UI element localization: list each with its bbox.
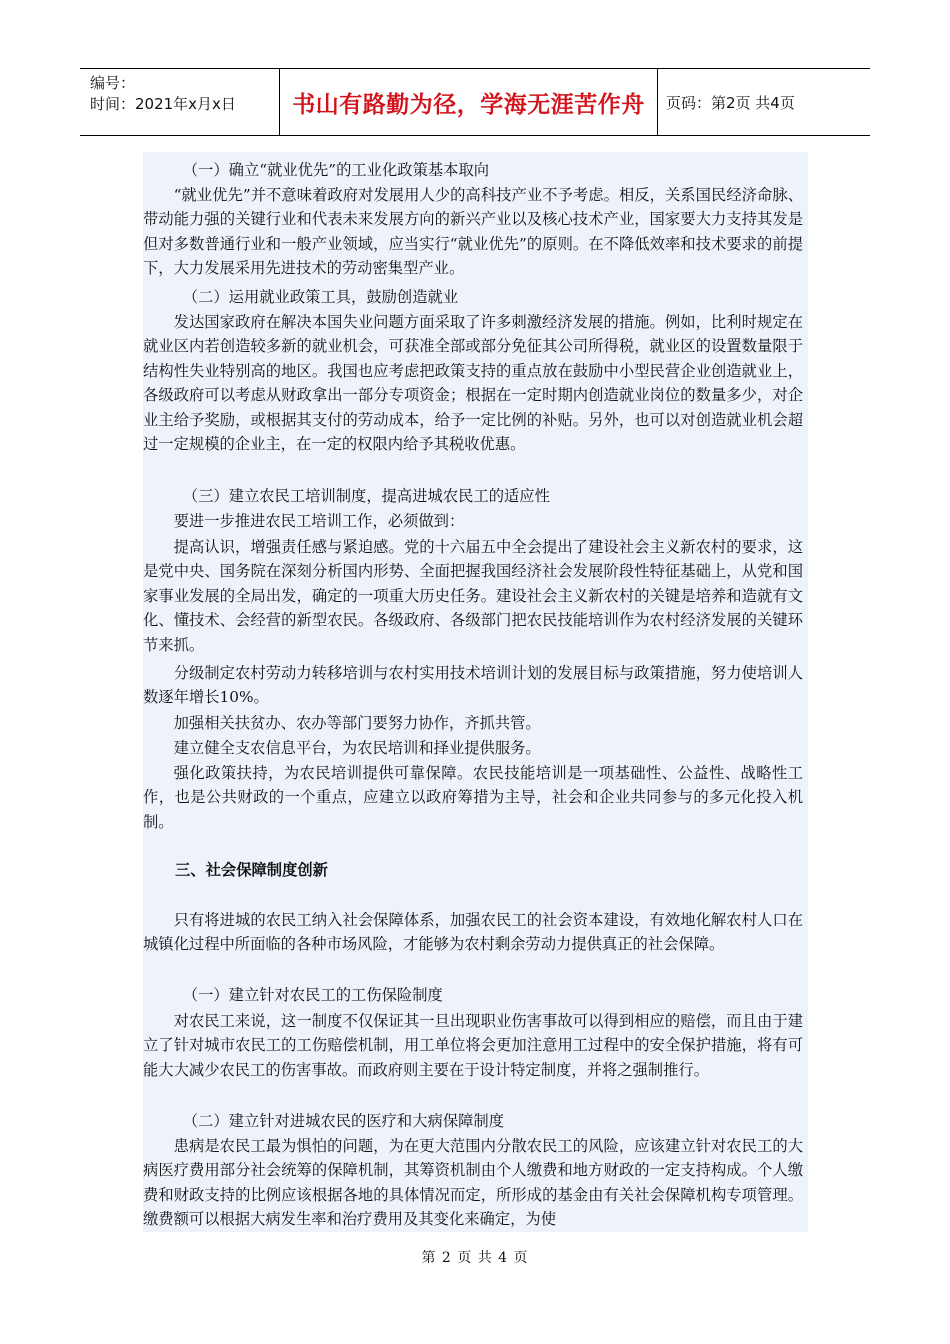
subheading-injury-insurance: （一）建立针对农民工的工伤保险制度 (182, 986, 443, 1004)
paragraph: 分级制定农村劳动力转移培训与农村实用技术培训计划的发展目标与政策措施，努力使培训人数逐年增长10%。 (143, 664, 803, 707)
page-footer: 第 2 页 共 4 页 (421, 1250, 529, 1266)
paragraph: 建立健全支农信息平台，为农民培训和择业提供服务。 (173, 739, 541, 757)
page-header (80, 68, 870, 136)
document-number-label: 编号： (90, 74, 136, 92)
paragraph: 对农民工来说，这一制度不仅保证其一旦出现职业伤害事故可以得到相应的赔偿，而且由于建立了针对城市农民工的工伤赔偿机制，用工单位将会更加注意用工过程中的安全保护措施，将有可能大大减少农民工的伤害事故。而政府则主要在于设计特定制度，并将之强制推行。 (143, 1012, 803, 1079)
document-body (143, 152, 808, 1232)
paragraph: 强化政策扶持，为农民培训提供可靠保障。农民技能培训是一项基础性、公益性、战略性工作，也是公共财政的一个重点，应建立以政府筹措为主导，社会和企业共同参与的多元化投入机制。 (143, 764, 803, 831)
paragraph: 发达国家政府在解决本国失业问题方面采取了许多刺激经济发展的措施。例如，比利时规定在就业区内若创造较多新的就业机会，可获准全部或部分免征其公司所得税，就业区的设置数量限于结构性失业特别高的地区。我国也应考虑把政策支持的重点放在鼓励中小型民营企业创造就业上，各级政府可以考虑从财政拿出一部分专项资金；根据在一定时期内创造就业岗位的数量多少，对企业主给予奖励，或根据其支付的劳动成本，给予一定比例的补贴。另外，也可以对创造就业机会超过一定规模的企业主，在一定的权限内给予其税收优惠。 (143, 313, 803, 454)
paragraph: 只有将进城的农民工纳入社会保障体系，加强农民工的社会资本建设，有效地化解农村人口在城镇化过程中所面临的各种市场风险，才能够为农村剩余劳动力提供真正的社会保障。 (143, 911, 803, 954)
subheading-employment-priority: （一）确立“就业优先”的工业化政策基本取向 (182, 161, 490, 179)
subheading-medical-insurance: （二）建立针对进城农民的医疗和大病保障制度 (182, 1112, 505, 1130)
paragraph: 患病是农民工最为惧怕的问题，为在更大范围内分散农民工的风险，应该建立针对农民工的大病医疗费用部分社会统筹的保障机制，其筹资机制由个人缴费和地方财政的一定支持构成。个人缴费和财政支持的比例应该根据各地的具体情况而定，所形成的基金由有关社会保障机构专项管理。缴费额可以根据大病发生率和治疗费用及其变化来确定，为使 (143, 1137, 803, 1229)
paragraph: 要进一步推进农民工培训工作，必须做到： (173, 512, 465, 530)
section-title: 三、社会保障制度创新 (175, 861, 328, 879)
subheading-employment-tools: （二）运用就业政策工具，鼓励创造就业 (182, 288, 459, 306)
paragraph: 加强相关扶贫办、农办等部门要努力协作，齐抓共管。 (173, 714, 541, 732)
subheading-training: （三）建立农民工培训制度，提高进城农民工的适应性 (182, 487, 550, 505)
document-date: 时间：2021年x月x日 (90, 95, 236, 113)
header-meta (80, 69, 280, 135)
header-motto: 书山有路勤为径，学海无涯苦作舟 (280, 69, 658, 135)
paragraph: 提高认识，增强责任感与紧迫感。党的十六届五中全会提出了建设社会主义新农村的要求，这是党中央、国务院在深刻分析国内形势、全面把握我国经济社会发展阶段性特征基础上，从党和国家事业发展的全局出发，确定的一项重大历史任务。建设社会主义新农村的关键是培养和造就有文化、懂技术、会经营的新型农民。各级政府、各级部门把农民技能培训作为农村经济发展的关键环节来抓。 (143, 538, 803, 654)
paragraph: “就业优先”并不意味着政府对发展用人少的高科技产业不予考虑。相反，关系国民经济命脉、带动能力强的关键行业和代表未来发展方向的新兴产业以及核心技术产业，国家要大力支持其发是但对多数普通行业和一般产业领域，应当实行“就业优先”的原则。在不降低效率和技术要求的前提下，大力发展采用先进技术的劳动密集型产业。 (143, 186, 803, 278)
header-page-info: 页码：第2页 共4页 (666, 93, 795, 112)
